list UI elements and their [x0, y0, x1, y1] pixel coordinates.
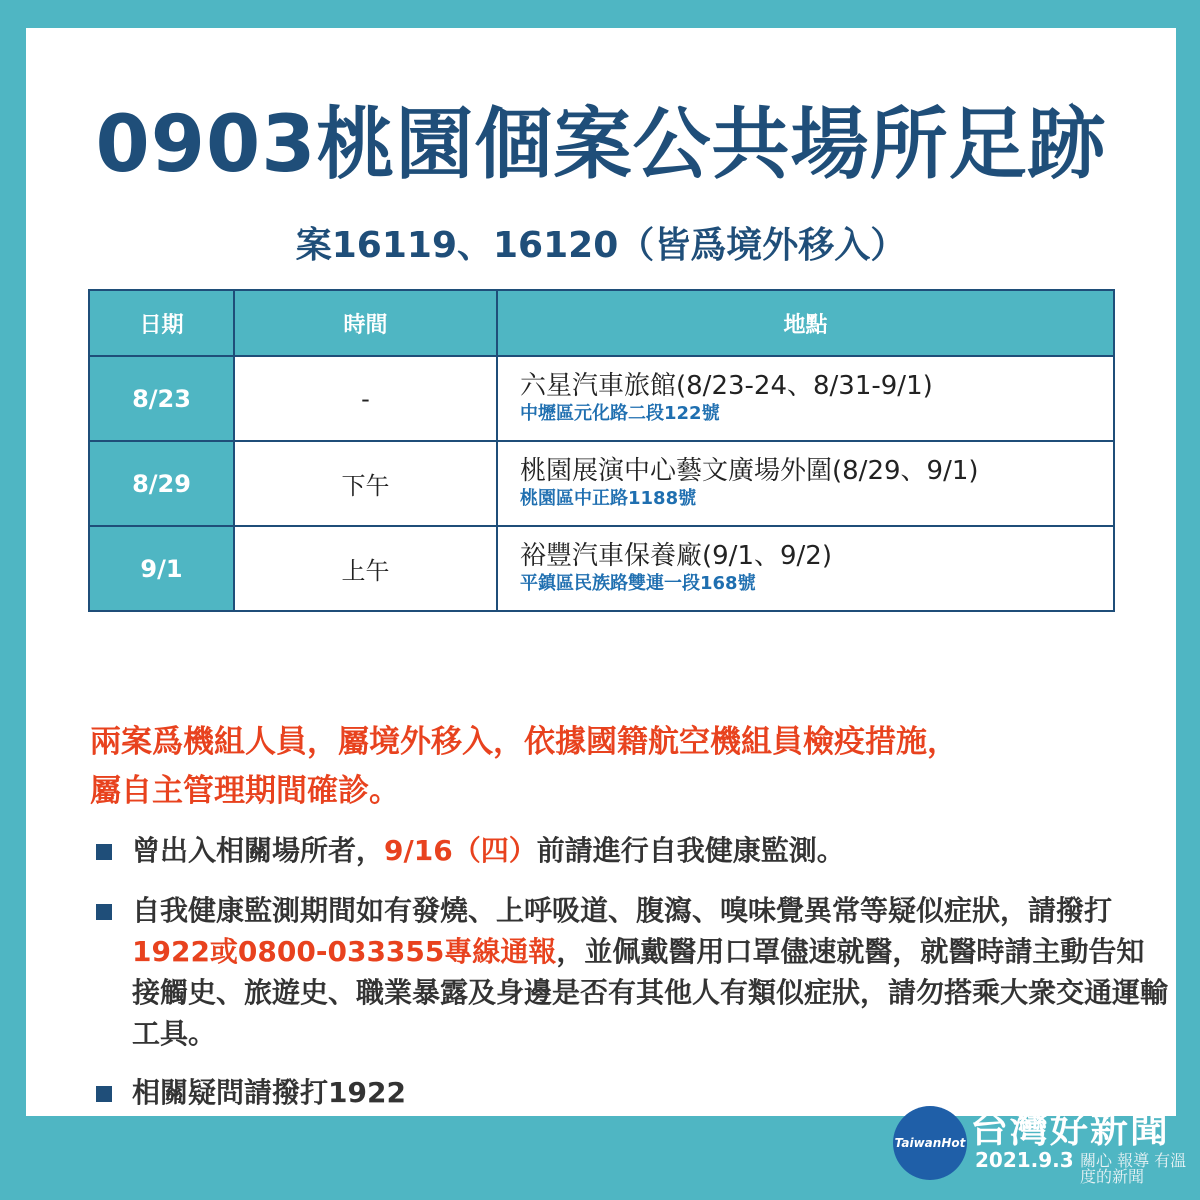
header-time: 時間 — [234, 290, 497, 356]
square-bullet-icon — [96, 904, 112, 920]
square-bullet-icon — [96, 1086, 112, 1102]
bullet-text: 相關疑問請撥打1922 — [132, 1076, 406, 1109]
place-address: 桃園區中正路1188號 — [520, 488, 697, 510]
watermark-tagline: 關心 報導 有溫度的新聞 — [1080, 1151, 1187, 1186]
page-title: 0903桃園個案公共場所足跡 — [95, 100, 1107, 190]
logo-text: TaiwanHot — [894, 1136, 966, 1150]
bullet-monitoring — [96, 830, 1172, 871]
red-notice — [90, 718, 1150, 816]
page-subtitle: 案16119、16120（皆爲境外移入） — [295, 225, 907, 266]
place-address: 中壢區元化路二段122號 — [520, 403, 720, 425]
place-name: 裕豐汽車保養廠(9/1、9/2) — [520, 541, 832, 572]
info-card — [26, 28, 1176, 1116]
bullet-text: 曾出入相關場所者， — [132, 834, 385, 867]
taiwanhot-logo-icon — [893, 1106, 967, 1180]
time-cell: - — [234, 356, 497, 441]
notice-line-1: 兩案爲機組人員，屬境外移入，依據國籍航空機組員檢疫措施， — [90, 724, 958, 760]
table-header-row — [89, 290, 1114, 356]
date-cell: 9/1 — [89, 526, 234, 611]
notice-line-2: 屬自主管理期間確診。 — [90, 773, 400, 809]
watermark-date: 2021.9.3 — [975, 1148, 1074, 1172]
bullet-symptoms — [96, 890, 1172, 1054]
table-row — [89, 356, 1114, 441]
square-bullet-icon — [96, 844, 112, 860]
place-cell — [497, 441, 1114, 526]
footprint-table — [88, 289, 1115, 612]
place-name: 桃園展演中心藝文廣場外圍(8/29、9/1) — [520, 456, 979, 487]
bullet-highlight: 1922或0800-033355專線通報 — [132, 935, 557, 968]
place-cell — [497, 356, 1114, 441]
bullet-text: ，並佩戴醫用口罩儘速就醫，就醫時請主動告知接觸史、旅遊史、職業暴露及身邊是否有其他人有類似症狀，請勿搭乘大衆交通運輸工具。 — [132, 935, 1169, 1050]
watermark-name: 台灣好新聞 — [970, 1107, 1171, 1151]
table-row — [89, 526, 1114, 611]
header-date: 日期 — [89, 290, 234, 356]
place-cell — [497, 526, 1114, 611]
time-cell: 下午 — [234, 441, 497, 526]
table-row — [89, 441, 1114, 526]
date-cell: 8/29 — [89, 441, 234, 526]
header-place: 地點 — [497, 290, 1114, 356]
place-address: 平鎮區民族路雙連一段168號 — [520, 573, 756, 595]
bullet-highlight: 9/16（四） — [384, 834, 537, 867]
date-cell: 8/23 — [89, 356, 234, 441]
bullet-text: 自我健康監測期間如有發燒、上呼吸道、腹瀉、嗅味覺異常等疑似症狀，請撥打 — [132, 894, 1113, 927]
bullet-text: 前請進行自我健康監測。 — [536, 834, 845, 867]
time-cell: 上午 — [234, 526, 497, 611]
place-name: 六星汽車旅館(8/23-24、8/31-9/1) — [520, 371, 933, 402]
